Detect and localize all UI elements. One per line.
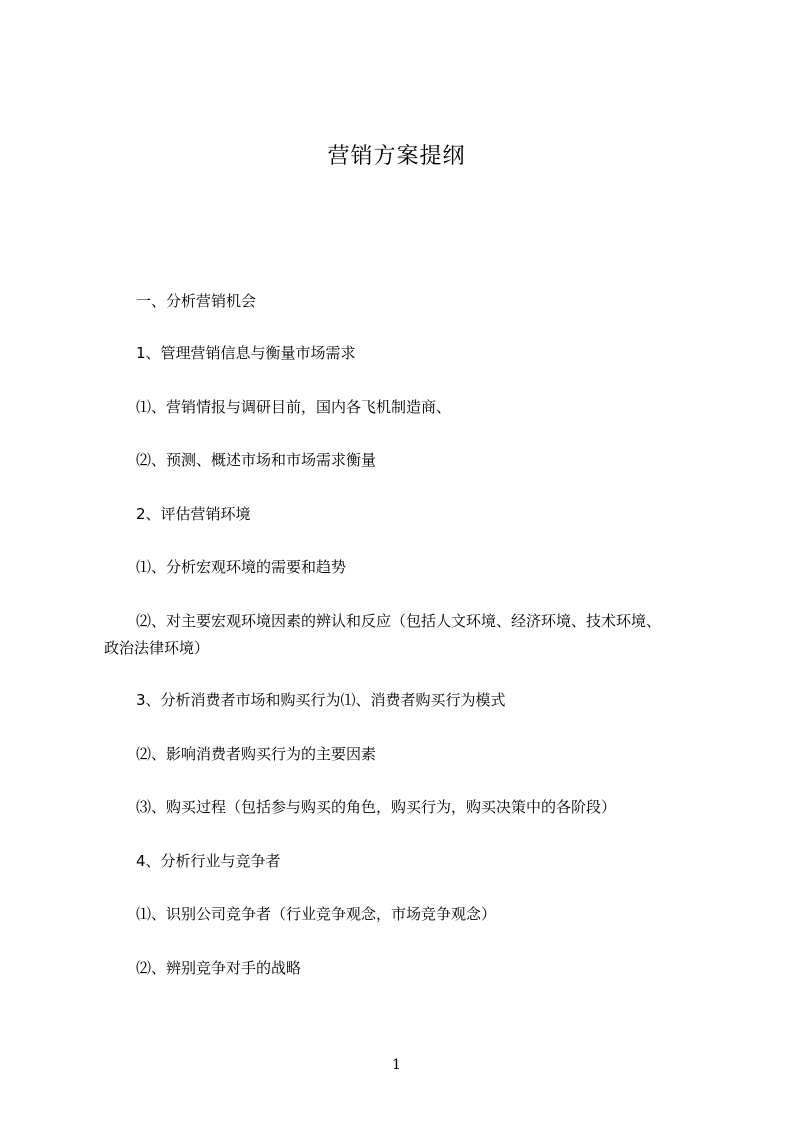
paragraph-text: ⑵、对主要宏观环境因素的辨认和反应（包括人文环境、经济环境、技术环境、 (136, 612, 662, 630)
subsection-heading (104, 688, 704, 713)
list-item (104, 742, 704, 767)
list-item (104, 395, 704, 420)
list-item-continuation (104, 636, 704, 661)
subsection-heading (104, 341, 704, 366)
paragraph-text: 4、分析行业与竞争者 (136, 852, 281, 870)
paragraph-text: ⑵、预测、概述市场和市场需求衡量 (136, 451, 377, 469)
paragraph-text: ⑴、分析宏观环境的需要和趋势 (136, 558, 347, 576)
subsection-heading (104, 849, 704, 874)
list-item (104, 795, 704, 820)
list-item (104, 448, 704, 473)
page-number: 1 (392, 1057, 401, 1073)
paragraph-text: 1、管理营销信息与衡量市场需求 (136, 344, 356, 362)
paragraph-text: ⑵、影响消费者购买行为的主要因素 (136, 745, 377, 763)
paragraph-text: ⑶、购买过程（包括参与购买的角色，购买行为，购买决策中的各阶段） (136, 798, 617, 816)
paragraph-text: ⑴、营销情报与调研目前，国内各飞机制造商、 (136, 398, 452, 416)
paragraph-text: 2、评估营销环境 (136, 505, 251, 523)
list-item (104, 555, 704, 580)
paragraph-text: 一、分析营销机会 (136, 292, 257, 310)
paragraph-text: 政治法律环境） (104, 639, 210, 657)
document-title: 营销方案提纲 (327, 144, 466, 169)
paragraph-text: 3、分析消费者市场和购买行为⑴、消费者购买行为模式 (136, 691, 506, 709)
list-item (104, 609, 704, 634)
paragraph-text: ⑵、辨别竞争对手的战略 (136, 959, 302, 977)
subsection-heading (104, 502, 704, 527)
paragraph-text: ⑴、识别公司竞争者（行业竞争观念，市场竞争观念） (136, 905, 497, 923)
section-heading (104, 289, 704, 314)
list-item (104, 902, 704, 927)
list-item (104, 956, 704, 981)
